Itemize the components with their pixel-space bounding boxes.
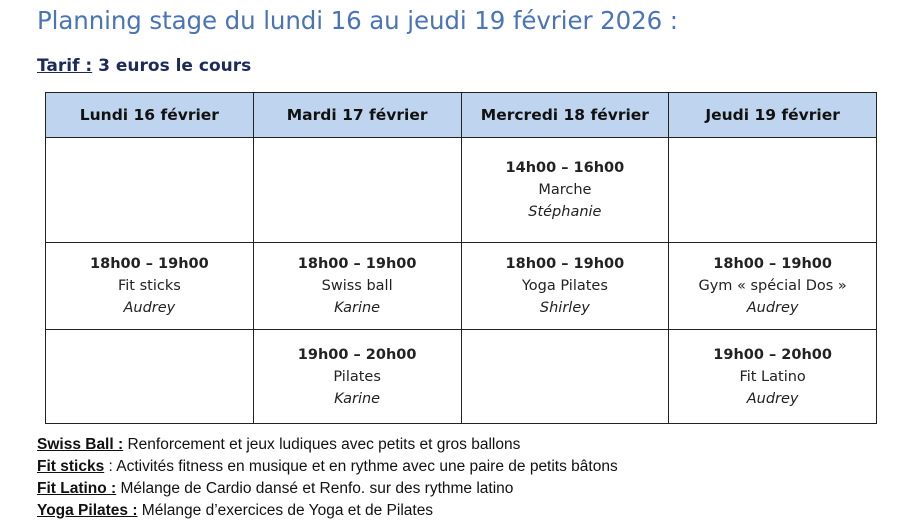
course-teacher: Shirley [539, 300, 590, 316]
course-teacher: Karine [334, 390, 381, 407]
course-name: Yoga Pilates [521, 278, 608, 294]
schedule-cell [461, 138, 669, 243]
course-slot [254, 253, 461, 319]
legend-description: Mélange d’exercices de Yoga et de Pilates [137, 502, 434, 519]
course-teacher: Stéphanie [528, 204, 602, 220]
schedule-header-row [46, 93, 877, 138]
page-title: Planning stage du lundi 16 au jeudi 19 février 2026 : [37, 6, 678, 35]
course-name: Fit sticks [117, 278, 181, 294]
course-slot [46, 253, 253, 319]
course-slot [462, 157, 669, 223]
course-slot [462, 253, 669, 319]
schedule-cell [669, 243, 877, 330]
legend-item [37, 434, 618, 456]
schedule-cell [669, 330, 877, 424]
schedule-cell [253, 243, 461, 330]
course-time: 18h00 – 19h00 [505, 256, 625, 272]
day-header-wednesday: Mercredi 18 février [461, 93, 669, 138]
course-slot [254, 344, 461, 410]
schedule-row [46, 138, 877, 243]
legend-term: Fit Latino : [37, 480, 117, 497]
course-time: 19h00 – 20h00 [713, 346, 832, 363]
schedule-cell-empty [46, 330, 254, 424]
course-time: 14h00 – 16h00 [505, 160, 625, 176]
course-teacher: Audrey [123, 300, 176, 316]
schedule-table [45, 92, 877, 424]
legend-description: Renforcement et jeux ludiques avec petits et gros ballons [123, 436, 521, 453]
legend-item [37, 500, 618, 522]
schedule-cell-empty [461, 330, 669, 424]
schedule-cell-empty [669, 138, 877, 243]
schedule-cell-empty [253, 138, 461, 243]
course-slot [669, 253, 876, 319]
course-time: 18h00 – 19h00 [713, 256, 832, 272]
legend-term: Swiss Ball : [37, 436, 124, 453]
legend-description: Mélange de Cardio dansé et Renfo. sur des rythme latino [116, 480, 514, 497]
course-time: 18h00 – 19h00 [297, 256, 417, 272]
schedule-cell [253, 330, 461, 424]
legend-item [37, 478, 618, 500]
schedule-row [46, 243, 877, 330]
course-teacher: Karine [334, 300, 381, 316]
legend-term: Fit sticks [37, 458, 105, 475]
course-time: 18h00 – 19h00 [90, 256, 209, 272]
course-time: 19h00 – 20h00 [297, 346, 417, 363]
course-teacher: Audrey [746, 300, 799, 316]
course-name: Marche [538, 182, 592, 198]
day-header-monday: Lundi 16 février [46, 93, 254, 138]
course-name: Swiss ball [321, 278, 393, 294]
schedule-row [46, 330, 877, 424]
course-legend [37, 434, 618, 522]
course-name: Gym « spécial Dos » [698, 278, 847, 294]
legend-item [37, 456, 618, 478]
tarif-label: Tarif : [37, 56, 93, 76]
course-slot [669, 344, 876, 410]
day-header-tuesday: Mardi 17 février [253, 93, 461, 138]
tarif-line [37, 56, 251, 76]
day-header-thursday: Jeudi 19 février [669, 93, 877, 138]
schedule-cell-empty [46, 138, 254, 243]
legend-description: : Activités fitness en musique et en rythme avec une paire de petits bâtons [104, 458, 618, 475]
course-name: Pilates [333, 368, 381, 385]
schedule-cell [46, 243, 254, 330]
tarif-value: 3 euros le cours [92, 56, 252, 76]
course-name: Fit Latino [739, 368, 806, 385]
legend-term: Yoga Pilates : [37, 502, 138, 519]
schedule-cell [461, 243, 669, 330]
course-teacher: Audrey [746, 390, 799, 407]
